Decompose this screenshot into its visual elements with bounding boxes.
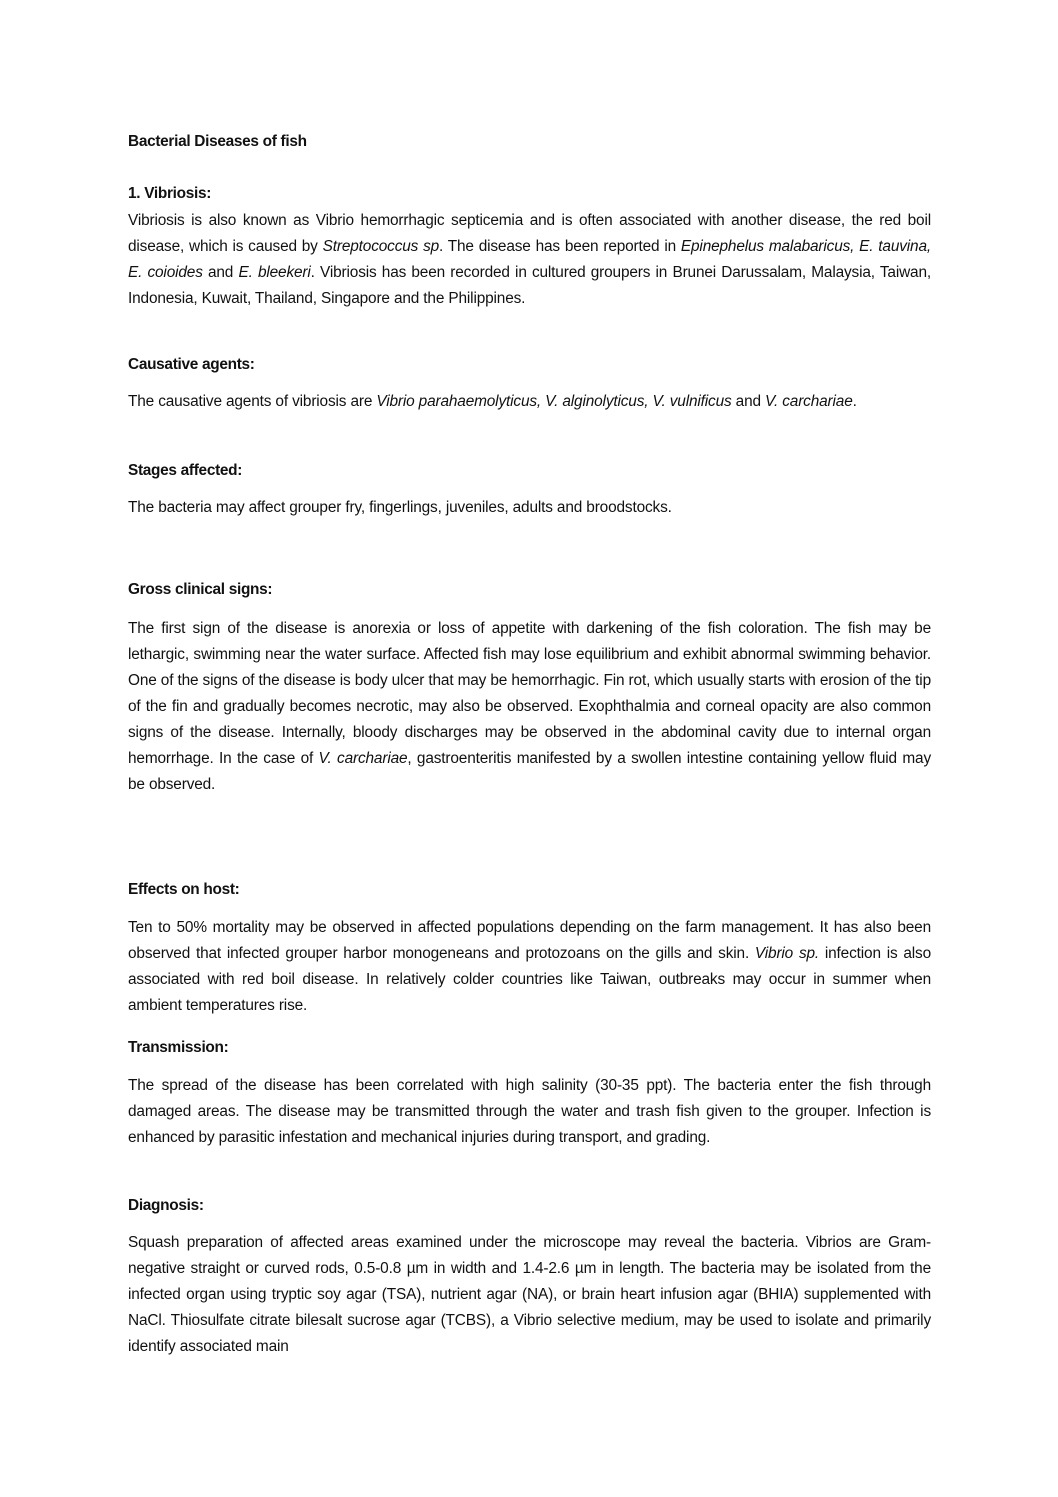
document-title: Bacterial Diseases of fish [128, 133, 307, 150]
species-name: V. carchariae [765, 393, 853, 410]
intro-paragraph [128, 208, 931, 312]
species-name: Vibrio parahaemolyticus, V. alginolyticus, V. vulnificus [376, 393, 732, 410]
text-run: . [852, 393, 857, 410]
text-run: Ten to 50% mortality may be observed in affected populations depending on the farm management. It has also been observed that infected grouper harbor monogeneans and protozoans on the gills and skin. [128, 919, 931, 962]
effects-paragraph [128, 915, 931, 1019]
text-run: . Vibriosis has been recorded in cultured groupers in Brunei Darussalam, Malaysia, Taiwan, Indonesia, Kuwait, Thailand, Singapore and the Philippines. [128, 264, 931, 307]
species-name: Vibrio sp. [754, 945, 820, 962]
text-run: The first sign of the disease is anorexia or loss of appetite with darkening of the fish coloration. The fish may be lethargic, swimming near the water surface. Affected fish may lose equilibrium and exhibit abnormal swimming behavior. One of the signs of the disease is body ulcer that may be hemorrhagic. Fin rot, which usually starts with erosion of the tip of the fin and gradually becomes necrotic, may also be observed. Exophthalmia and corneal opacity are also common signs of the disease. Internally, bloody discharges may be observed in the abdominal cavity due to internal organ hemorrhage. In the case of [128, 620, 931, 767]
text-run: . The disease has been reported in [439, 238, 681, 255]
clinical-paragraph [128, 616, 931, 798]
stages-heading: Stages affected: [128, 462, 243, 479]
text-run: and [202, 264, 239, 281]
text-run: , gastroenteritis manifested by a swollen intestine containing yellow fluid may be observed. [128, 750, 931, 793]
clinical-heading: Gross clinical signs: [128, 581, 273, 598]
causative-paragraph [128, 389, 931, 415]
effects-heading: Effects on host: [128, 881, 240, 898]
transmission-heading: Transmission: [128, 1039, 229, 1056]
diagnosis-heading: Diagnosis: [128, 1197, 204, 1214]
diagnosis-paragraph: Squash preparation of affected areas examined under the microscope may reveal the bacteria. Vibrios are Gram-negative straight or curved rods, 0.5-0.8 µm in width and 1.4-2.6 µm in length. The bacteria may be isolated from the infected organ using tryptic soy agar (TSA), nutrient agar (NA), or brain heart infusion agar (BHIA) supplemented with NaCl. Thiosulfate citrate bilesalt sucrose agar (TCBS), a Vibrio selective medium, may be used to isolate and primarily identify associated main [128, 1234, 931, 1355]
transmission-paragraph: The spread of the disease has been correlated with high salinity (30-35 ppt). The bacteria enter the fish through damaged areas. The disease may be transmitted through the water and trash fish given to the grouper. Infection is enhanced by parasitic infestation and mechanical injuries during transport, and grading. [128, 1077, 931, 1146]
species-name: Streptococcus sp [322, 238, 440, 255]
species-name: E. bleekeri [238, 264, 311, 281]
species-name: Epinephelus malabaricus, E. tauvina, E. coioides [128, 238, 932, 281]
stages-paragraph: The bacteria may affect grouper fry, fingerlings, juveniles, adults and broodstocks. [128, 499, 672, 516]
text-run: The causative agents of vibriosis are [128, 393, 377, 410]
species-name: V. carchariae [318, 750, 408, 767]
causative-heading: Causative agents: [128, 356, 255, 373]
section-title: 1. Vibriosis: [128, 185, 212, 202]
text-run: Vibriosis is also known as Vibrio hemorrhagic septicemia and is often associated with another disease, the red boil disease, which is caused by [128, 212, 931, 255]
text-run: and [731, 393, 766, 410]
text-run: infection is also associated with red boil disease. In relatively colder countries like Taiwan, outbreaks may occur in summer when ambient temperatures rise. [128, 945, 931, 1014]
